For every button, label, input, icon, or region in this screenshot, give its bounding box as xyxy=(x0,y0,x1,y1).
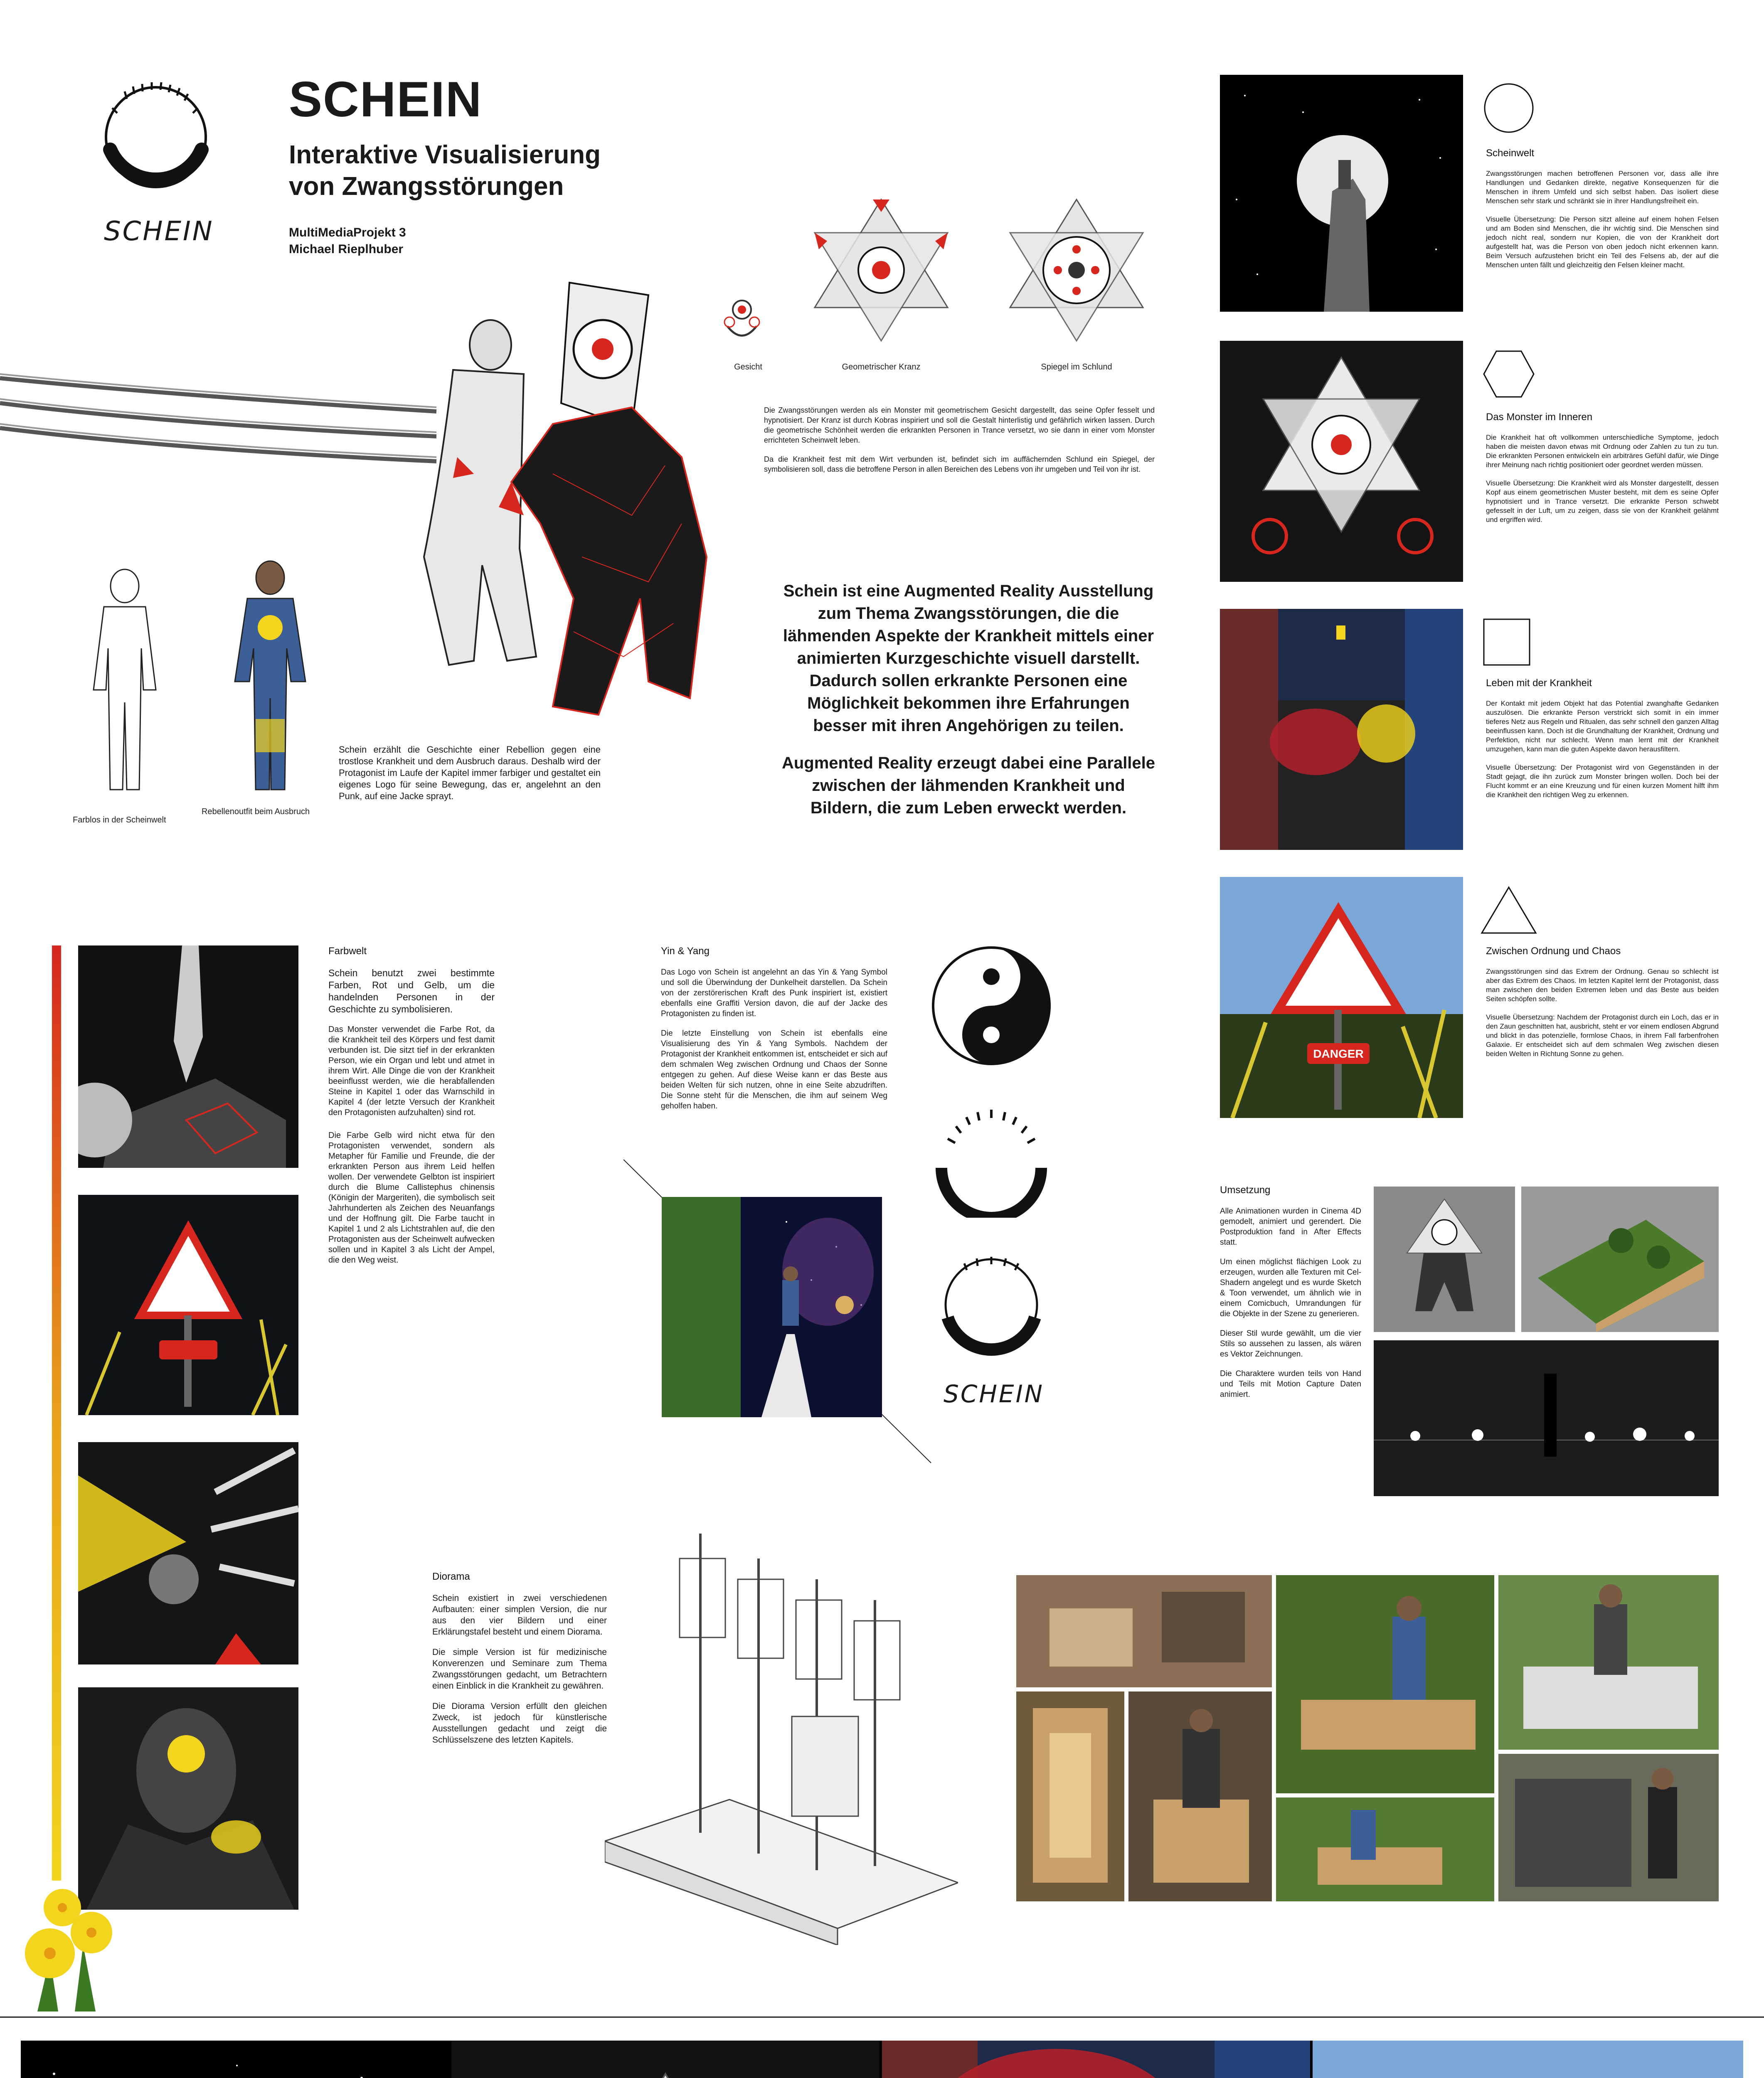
chapter-3-text xyxy=(1486,677,1719,809)
chapter-1-text xyxy=(1486,148,1719,279)
monster-description-p2: Da die Krankheit fest mit dem Wirt verbunden ist, befindet sich im auffächernden Schlund ein Spiegel, der symbolisieren soll, dass die betroffene Person in allen Bereichen des Lebens von ihr umgeben und Teil von ihr ist. xyxy=(764,455,1155,473)
danger-sign-text: DANGER xyxy=(1313,1047,1364,1060)
strip-image-danger xyxy=(1313,2041,1743,2078)
chapter-1-heading: Scheinwelt xyxy=(1486,148,1535,159)
story-text: Schein erzählt die Geschichte einer Rebellion gegen eine trostlose Krankheit und dem Ausbruch daraus. Deshalb wird der Protagonist im Laufe der Kapitel immer farbiger und gestaltet ein eigenes Logo für seine Bewegung, das er, angelehnt an den Punk, auf eine Jacke sprayt. xyxy=(339,744,601,801)
umsetzung-p2: Um einen möglichst flächigen Look zu erzeugen, wurden alle Texturen mit Cel-Shadern angelegt und es wurde Sketch & Toon verwendet, um ähnlich wie in einem Comicbuch, Umrandungen für die Objekte in der Szene zu generieren. xyxy=(1220,1258,1361,1318)
chapter-2-heading: Das Monster im Inneren xyxy=(1486,411,1593,423)
intro-p2: Augmented Reality erzeugt dabei eine Parallele zwischen der lähmenden Krankheit und Bildern, die zum Leben erweckt werden. xyxy=(781,754,1155,817)
caption-mirror: Spiegel im Schlund xyxy=(1041,362,1112,372)
monster-description xyxy=(764,405,1155,483)
umsetzung-heading: Umsetzung xyxy=(1220,1184,1271,1196)
mirror-in-throat-image xyxy=(1006,195,1147,345)
monster-description-p1: Die Zwangsstörungen werden als ein Monster mit geometrischem Gesicht dargestellt, das seine Opfer fesselt und hypnotisiert. Der Kranz ist durch Kobras inspiriert und soll die Gestalt hinterlistig und gefährlich wirken lassen. Durch die geometrische Schönheit werden die erkrankten Personen in Trance versetzt, wo sie dann in einer vom Monster errichteten Scheinwelt leben. xyxy=(764,406,1155,444)
diorama-p1: Schein existiert in zwei verschiedenen Aufbauten: einer simplen Version, die nur aus den vier Bildern und einer Erklärungstafel besteht und einem Diorama. xyxy=(432,1593,607,1637)
chapter-4-heading: Zwischen Ordnung und Chaos xyxy=(1486,945,1621,957)
build-photo-2 xyxy=(1276,1575,1494,1793)
yinyang-p1: Das Logo von Schein ist angelehnt an das Yin & Yang Symbol und soll die Überwindung der Dunkelheit darstellen. Da Schein von der zerstörerischen Kraft des Punk inspiriert ist, existiert ebenfalls eine Graffiti Version davon, die auf der Jacke des Protagonisten zu finden ist. xyxy=(661,968,887,1018)
yin-yang-symbol xyxy=(929,943,1054,1068)
diorama-isometric-drawing xyxy=(605,1534,958,1945)
schein-graffiti-logo xyxy=(927,1238,1056,1421)
project-info xyxy=(289,224,406,258)
farbwelt-p1: Schein benutzt zwei bestimmte Farben, Rot und Gelb, um die handelnden Personen in der Geschichte zu symbolisieren. xyxy=(328,968,495,1014)
build-photo-1 xyxy=(1016,1575,1272,1687)
hexagon-icon xyxy=(1482,349,1536,399)
chapter-2-p1: Die Krankheit hat oft vollkommen unterschiedliche Symptome, jedoch haben die meisten davon etwas mit Ordnung oder Zahlen zu tun zu tun. Die erkrankten Personen entwickeln ein arbiträres Gefühl dafür, wie Dinge ihrer Meinung nach richtig positioniert oder geordnet werden müssen. xyxy=(1486,433,1719,469)
schein-clean-logo xyxy=(931,1097,1052,1218)
chapter-4-text xyxy=(1486,945,1719,1068)
chapter-2-image-monster xyxy=(1220,341,1463,582)
build-photo-6 xyxy=(1276,1797,1494,1901)
logo xyxy=(87,66,224,262)
umsetzung-p3: Dieser Stil wurde gewählt, um die vier Stils so aussehen zu lassen, als wären es Vektor Zeichnungen. xyxy=(1220,1329,1361,1359)
triangle-icon xyxy=(1480,885,1538,935)
yinyang-p2: Die letzte Einstellung von Schein ist ebenfalls eine Visualisierung des Yin & Yang Symbols. Nachdem der Protagonist der Krankheit entkommen ist, entscheidet er sich auf dem schmalen Weg zwischen Ordnung und Chaos der Sonne entgegen zu gehen. Auf diese Weise kann er das Beste aus beiden Welten für sich nutzen, ohne in eine Seite abzudriften. Die Sonne steht für die Menschen, die ihm auf seinem Weg geholfen haben. xyxy=(661,1029,887,1110)
build-photo-4 xyxy=(1016,1691,1124,1901)
author-name: Michael Rieplhuber xyxy=(289,242,404,256)
yinyang-heading: Yin & Yang xyxy=(661,945,710,957)
logo-text: SCHEIN xyxy=(104,216,214,247)
farbwelt-image-1 xyxy=(78,945,298,1168)
farbwelt-image-3 xyxy=(78,1442,298,1664)
project-name: MultiMediaProjekt 3 xyxy=(289,226,406,239)
strip-image-scheinwelt xyxy=(21,2041,449,2078)
yellow-flowers-decoration xyxy=(12,1870,125,2012)
farbwelt-p2: Das Monster verwendet die Farbe Rot, da die Krankheit teil des Körpers und fest damit verbunden ist. Die sitzt tief in der erkrankten Person, wie ein Organ und lebt und atmet in ihrem Wirt. Alle Dinge die von der Krankheit beeinflusst werden, wie die herabfallenden Steine in Kapitel 1 oder das Warnschild in Kapitel 4 (der letzte Versuch der Krankheit den Protagonisten aufzuhalten) sind rot. xyxy=(328,1025,495,1117)
chapter-1-p1: Zwangsstörungen machen betroffenen Personen vor, dass alle ihre Handlungen und Gedanken direkte, negative Konsequenzen für die Menschen in ihrem Umfeld und sich selbst haben. Das isoliert diese Menschen sehr stark und schränkt sie in ihrer Handlungsfreiheit ein. xyxy=(1486,170,1719,205)
chapter-3-p2: Visuelle Übersetzung: Der Protagonist wird von Gegenständen in der Stadt gejagt, die ihn zurück zum Monster bringen wollen. Doch bei der Flucht kommt er an eine Kreuzung und für einen kurzen Moment hilft ihm die Krankheit den richtigen Weg zu erkennen. xyxy=(1486,763,1719,799)
build-photo-3 xyxy=(1498,1575,1719,1750)
chapter-3-p1: Der Kontakt mit jedem Objekt hat das Potential zwanghafte Gedanken auszulösen. Die erkrankte Person verstrickt sich somit in ein immer tieferes Netz aus Regeln und Ritualen, das sehr schnell den ganzen Alltag beeinflussen kann. Doch ist die Grundhaltung der Krankheit, Ordnung und Perfektion, nicht nur schlecht. Wenn man lernt mit der Krankheit umzugehen, kann man die guten Aspekte davon herausfiltern. xyxy=(1486,699,1719,753)
farbwelt-heading: Farbwelt xyxy=(328,945,367,957)
circle-icon xyxy=(1482,81,1536,135)
build-photo-7 xyxy=(1498,1754,1719,1901)
section-divider xyxy=(0,2016,1764,2018)
diorama-text xyxy=(432,1571,607,1755)
chapter-1-image-scheinwelt xyxy=(1220,75,1463,312)
page-title: SCHEIN xyxy=(289,71,483,127)
page-subtitle xyxy=(289,139,601,202)
caption-wreath: Geometrischer Kranz xyxy=(842,362,921,372)
diorama-heading: Diorama xyxy=(432,1571,470,1582)
chapter-2-text xyxy=(1486,411,1719,534)
intro-text xyxy=(781,580,1155,834)
chapter-3-image-city xyxy=(1220,609,1463,850)
protagonist-colorless-figure xyxy=(85,565,164,798)
chapter-4-p1: Zwangsstörungen sind das Extrem der Ordnung. Genau so schlecht ist aber das Extrem des Chaos. Im letzten Kapitel lernt der Protagonist, dass man zwischen den beiden Extremen leben und das Beste aus beiden Seiten schöpfen sollte. xyxy=(1486,968,1719,1003)
umsetzung-garden-render xyxy=(1521,1187,1719,1332)
yinyang-path-image xyxy=(662,1197,882,1417)
strip-image-city xyxy=(882,2041,1310,2078)
chapter-4-image-danger-sign xyxy=(1220,877,1463,1118)
farbwelt-text xyxy=(328,945,495,1275)
farbwelt-p3: Die Farbe Gelb wird nicht etwa für den Protagonisten verwendet, sondern als Metapher für Familie und Freunde, die der erkrankten Person aus ihrem Leid helfen wollen. Der verwendete Gelbton ist inspiriert durch die Blume Callistephus chinensis (Königin der Margeriten), die symbolisch seit Jahrhunderten als Zeichen des Neuanfangs und der Hoffnung gilt. Die Farbe taucht in Kapitel 1 und 2 als Lichtstrahlen auf, die den Protagonisten aus der Scheinwelt aufwecken sollen und in Kapitel 3 als Licht der Ampel, die den Weg weist. xyxy=(328,1131,495,1265)
protagonist-rebel-outfit-figure xyxy=(224,557,316,798)
yinyang-text xyxy=(661,945,887,1120)
umsetzung-monster-render xyxy=(1374,1187,1515,1332)
strip-image-monster xyxy=(451,2041,880,2078)
umsetzung-p1: Alle Animationen wurden in Cinema 4D gemodelt, animiert und gerendert. Die Postproduktion fand in After Effects statt. xyxy=(1220,1207,1361,1247)
chapter-2-p2: Visuelle Übersetzung: Die Krankheit wird als Monster dargestellt, dessen Kopf aus einem geometrischen Muster besteht, mit dem es seine Opfer hypnotisiert und in Trance versetzt. Die erkrankte Person schwebt gefesselt in der Luft, um zu zeigen, dass sie von der Krankheit gelähmt und ergriffen wird. xyxy=(1486,479,1719,524)
subtitle-line-1: Interaktive Visualisierung xyxy=(289,140,601,169)
farbwelt-image-2 xyxy=(78,1195,298,1415)
color-gradient-bar xyxy=(52,945,61,1881)
build-photo-5 xyxy=(1128,1691,1272,1901)
chapter-1-p2: Visuelle Übersetzung: Die Person sitzt alleine auf einem hohen Felsen und am Boden sind Menschen, die ihr wichtig sind. Die Menschen sind jedoch nicht real, sondern nur Kopien, die von der Krankheit dort aufgestellt hat, was die Person von oben jedoch nicht erkennen kann. Beim Versuch aufzustehen bricht ein Teil des Felsens ab, der auf die Menschen unten fällt und gleichzeitig den Felsen kleiner macht. xyxy=(1486,215,1719,269)
graffiti-logo-text: SCHEIN xyxy=(944,1380,1045,1408)
diorama-p2: Die simple Version ist für medizinische Konverenzen und Seminare zum Thema Zwangsstörungen gedacht, um Betrachtern einen Einblick in die Krankheit zu gewähren. xyxy=(432,1647,607,1691)
geometric-wreath-image xyxy=(811,195,952,345)
umsetzung-p4: Die Charaktere wurden teils von Hand und Teils mit Motion Capture Daten animiert. xyxy=(1220,1369,1361,1399)
bottom-image-strip xyxy=(21,2041,1743,2078)
caption-colorless: Farblos in der Scheinwelt xyxy=(73,815,166,825)
intro-p1: Schein ist eine Augmented Reality Ausstellung zum Thema Zwangsstörungen, die die lähmenden Aspekte der Krankheit mittels einer animierten Kurzgeschichte visuell darstellt. Dadurch sollen erkrankte Personen eine Möglichkeit bekommen ihre Erfahrungen besser mit ihren Angehörigen zu teilen. xyxy=(783,582,1154,735)
chapter-4-p2: Visuelle Übersetzung: Nachdem der Protagonist durch ein Loch, das er in den Zaun geschnitten hat, ausbricht, steht er vor einem endlosen Abgrund und blickt in das potenzielle, formlose Chaos, in ihrem Fall farbenfrohen Galaxie. Er entscheidet sich auf dem schmalen Weg zwischen diesen beiden Welten in Richtung Sonne zu gehen. xyxy=(1486,1013,1719,1058)
subtitle-line-2: von Zwangsstörungen xyxy=(289,172,564,201)
square-icon xyxy=(1482,617,1532,667)
umsetzung-sketch-render xyxy=(1374,1340,1719,1496)
caption-rebel-outfit: Rebellenoutfit beim Ausbruch xyxy=(201,807,310,816)
diorama-p3: Die Diorama Version erfüllt den gleichen Zweck, ist jedoch für künstlerische Ausstellungen gedacht und zeigt die Schlüsselszene des letzten Kapitels. xyxy=(432,1701,607,1745)
chapter-3-heading: Leben mit der Krankheit xyxy=(1486,677,1592,689)
umsetzung-text xyxy=(1220,1184,1361,1409)
caption-face: Gesicht xyxy=(734,362,762,372)
